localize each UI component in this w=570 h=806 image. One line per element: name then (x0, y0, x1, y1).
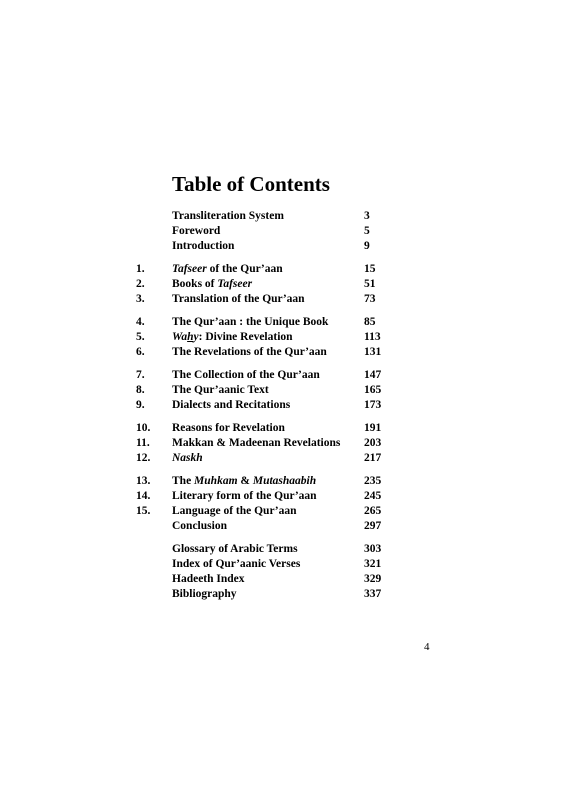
toc-entry-title (172, 238, 234, 254)
toc-entry-title (172, 518, 227, 534)
toc-entry-page: 147 (364, 369, 382, 381)
toc-entry-title-segment: Tafseer (172, 263, 207, 275)
toc-entry-title-segment: The Collection of the Qur’aan (172, 369, 320, 381)
toc-entry-page: 5 (364, 225, 370, 237)
toc-entry-title (172, 314, 328, 330)
toc-entry-page: 9 (364, 240, 370, 252)
toc-entry-page: 329 (364, 573, 382, 585)
toc-entry (0, 488, 570, 504)
toc-entry-title (172, 450, 203, 466)
toc-entry-number: 10. (136, 422, 151, 434)
toc-entry-number: 9. (136, 399, 145, 411)
toc-entry-title-segment: y (193, 331, 199, 343)
toc-entry-page: 245 (364, 490, 382, 502)
toc-entry-title-segment: Dialects and Recitations (172, 399, 291, 411)
toc-entry (0, 571, 570, 587)
toc-entry-page: 265 (364, 505, 382, 517)
toc-entry-number: 11. (136, 437, 150, 449)
toc-entry-title (172, 208, 284, 224)
toc-entry-page: 85 (364, 316, 376, 328)
toc-entry-page: 303 (364, 543, 382, 555)
toc-entry-title-segment: Language of the Qur’aan (172, 505, 297, 517)
toc-entry (0, 556, 570, 572)
toc-entry (0, 238, 570, 254)
toc-entry-title-segment: Conclusion (172, 520, 227, 532)
toc-entry-title-segment: h (187, 331, 194, 343)
toc-entry (0, 291, 570, 307)
toc-entry-title-segment: The Qur’aanic Text (172, 384, 269, 396)
toc-entry (0, 382, 570, 398)
toc-entry-title (172, 503, 296, 519)
toc-entry-title (172, 329, 293, 345)
toc-entry (0, 367, 570, 383)
toc-entry-page: 321 (364, 558, 382, 570)
toc-entry-title-segment: Index of Qur’aanic Verses (172, 558, 301, 570)
toc-entry (0, 503, 570, 519)
toc-entry-title-segment: Translation of the Qur’aan (172, 293, 305, 305)
toc-entry-page: 73 (364, 293, 376, 305)
toc-entry-title (172, 586, 237, 602)
toc-entry-title-segment: The Revelations of the Qur’aan (172, 346, 327, 358)
toc-entry-number: 14. (136, 490, 151, 502)
toc-entry-title-segment: Makkan & Madeenan Revelations (172, 437, 341, 449)
toc-entry-number: 6. (136, 346, 145, 358)
toc-entry (0, 450, 570, 466)
toc-entry-number: 7. (136, 369, 145, 381)
toc-entry-title (172, 397, 290, 413)
toc-entry-title (172, 556, 300, 572)
toc-entry-title-segment: Naskh (172, 452, 203, 464)
toc-entry (0, 208, 570, 224)
toc-entry-title (172, 367, 320, 383)
toc-entry-title-segment: Muhkam (194, 475, 238, 487)
toc-entry (0, 223, 570, 239)
toc-entry-number: 8. (136, 384, 145, 396)
toc-entry-title-segment: The (172, 475, 195, 487)
toc-entry-number: 5. (136, 331, 145, 343)
toc-entry-title-segment: Tafseer (217, 278, 253, 290)
toc-entry (0, 473, 570, 489)
toc-entry-title-segment: Transliteration System (172, 210, 284, 222)
toc-entry-title (172, 276, 252, 292)
toc-entry-page: 51 (364, 278, 376, 290)
toc-entry-title (172, 344, 327, 360)
toc-entry-number: 1. (136, 263, 145, 275)
toc-entry-page: 217 (364, 452, 382, 464)
toc-entry-title-segment: Literary form of the Qur’aan (172, 490, 317, 502)
toc-entry-title (172, 571, 245, 587)
toc-entry-title-segment: Books of (172, 278, 218, 290)
toc-entry (0, 420, 570, 436)
toc-entry-title-segment: Bibliography (172, 588, 237, 600)
toc-entry-title (172, 420, 285, 436)
toc-entry (0, 586, 570, 602)
toc-entry-page: 131 (364, 346, 382, 358)
toc-entry (0, 314, 570, 330)
toc-entry (0, 435, 570, 451)
toc-entry-page: 3 (364, 210, 370, 222)
toc-entry-title-segment: Foreword (172, 225, 221, 237)
toc-entry-title (172, 473, 316, 489)
toc-entry (0, 329, 570, 345)
toc-entry-title-segment: Mutashaabih (252, 475, 317, 487)
toc-entry-title-segment: & (237, 475, 253, 487)
toc-entry-page: 191 (364, 422, 382, 434)
page-title: Table of Contents (172, 172, 330, 196)
toc-entry-title-segment: Glossary of Arabic Terms (172, 543, 298, 555)
toc-entry (0, 541, 570, 557)
toc-entry-title-segment: : Divine Revelation (198, 331, 293, 343)
toc-entry-page: 165 (364, 384, 382, 396)
page-number: 4 (424, 641, 430, 653)
toc-entry-title (172, 261, 283, 277)
toc-entry-title-segment: The Qur’aan : the Unique Book (172, 316, 329, 328)
toc-entry-number: 4. (136, 316, 145, 328)
toc-entry-number: 12. (136, 452, 151, 464)
toc-entry (0, 261, 570, 277)
toc-entry-title (172, 435, 340, 451)
toc-entry-number: 2. (136, 278, 145, 290)
toc-entry (0, 397, 570, 413)
toc-entry-title-segment: Hadeeth Index (172, 573, 245, 585)
toc-entry-title-segment: Reasons for Revelation (172, 422, 285, 434)
toc-entry-number: 13. (136, 475, 151, 487)
toc-entry (0, 518, 570, 534)
toc-entry-number: 15. (136, 505, 151, 517)
toc-entry-title (172, 223, 220, 239)
toc-entry-number: 3. (136, 293, 145, 305)
toc-entry-title (172, 488, 317, 504)
toc-entry-title-segment: Wa (172, 331, 188, 343)
toc-entry-page: 235 (364, 475, 382, 487)
toc-entry-page: 337 (364, 588, 382, 600)
toc-entry-title-segment: of the Qur’aan (206, 263, 283, 275)
toc-entry-page: 113 (364, 331, 381, 343)
toc-entry-title-segment: Introduction (172, 240, 235, 252)
toc-entry-title (172, 291, 305, 307)
toc-entry-page: 203 (364, 437, 382, 449)
toc-entry-page: 173 (364, 399, 382, 411)
toc-entry-page: 297 (364, 520, 382, 532)
toc-entry-title (172, 541, 298, 557)
toc-entry-page: 15 (364, 263, 376, 275)
toc-entry-title (172, 382, 269, 398)
toc-entry (0, 276, 570, 292)
toc-entry (0, 344, 570, 360)
